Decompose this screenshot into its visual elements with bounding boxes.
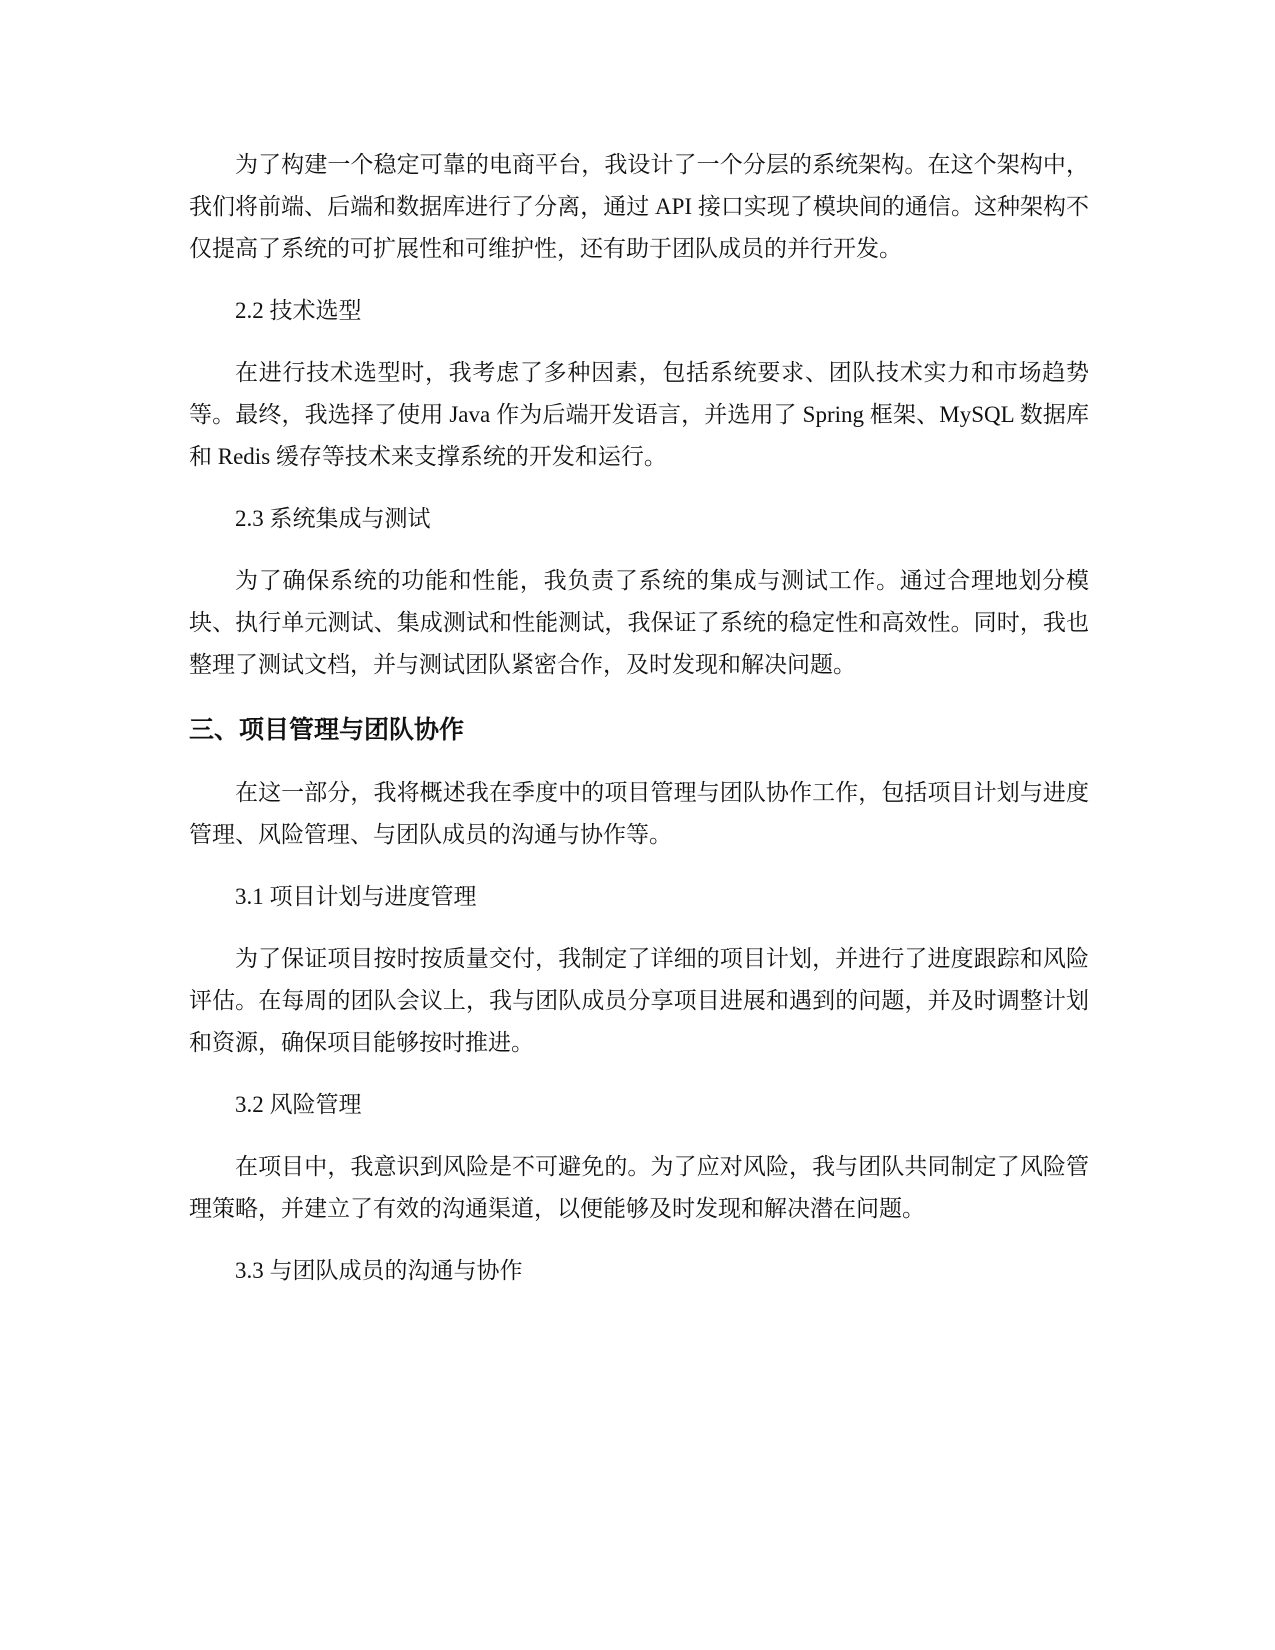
subheading-3-3: 3.3 与团队成员的沟通与协作: [235, 1258, 523, 1283]
subheading-3-2: 3.2 风险管理: [235, 1092, 362, 1117]
paragraph-architecture: 为了构建一个稳定可靠的电商平台，我设计了一个分层的系统架构。在这个架构中，我们将前端、后端和数据库进行了分离，通过 API 接口实现了模块间的通信。这种架构不仅提高了系统的可扩展性和可维护性，还有助于团队成员的并行开发。: [189, 152, 1089, 261]
document-body: [189, 144, 1089, 1292]
paragraph-risk-management: 在项目中，我意识到风险是不可避免的。为了应对风险，我与团队共同制定了风险管理策略，并建立了有效的沟通渠道，以便能够及时发现和解决潜在问题。: [189, 1154, 1089, 1221]
subheading-2-3: 2.3 系统集成与测试: [235, 506, 431, 531]
paragraph-section-3-intro: 在这一部分，我将概述我在季度中的项目管理与团队协作工作，包括项目计划与进度管理、风险管理、与团队成员的沟通与协作等。: [189, 780, 1089, 847]
paragraph-tech-selection: 在进行技术选型时，我考虑了多种因素，包括系统要求、团队技术实力和市场趋势等。最终，我选择了使用 Java 作为后端开发语言，并选用了 Spring 框架、MySQL 数据库和 Redis 缓存等技术来支撑系统的开发和运行。: [189, 360, 1089, 469]
section-heading-3: 三、项目管理与团队协作: [189, 715, 465, 744]
paragraph-project-plan: 为了保证项目按时按质量交付，我制定了详细的项目计划，并进行了进度跟踪和风险评估。在每周的团队会议上，我与团队成员分享项目进展和遇到的问题，并及时调整计划和资源，确保项目能够按时推进。: [189, 946, 1089, 1055]
subheading-2-2: 2.2 技术选型: [235, 298, 362, 323]
subheading-3-1: 3.1 项目计划与进度管理: [235, 884, 477, 909]
paragraph-integration-testing: 为了确保系统的功能和性能，我负责了系统的集成与测试工作。通过合理地划分模块、执行单元测试、集成测试和性能测试，我保证了系统的稳定性和高效性。同时，我也整理了测试文档，并与测试团队紧密合作，及时发现和解决问题。: [189, 568, 1089, 677]
